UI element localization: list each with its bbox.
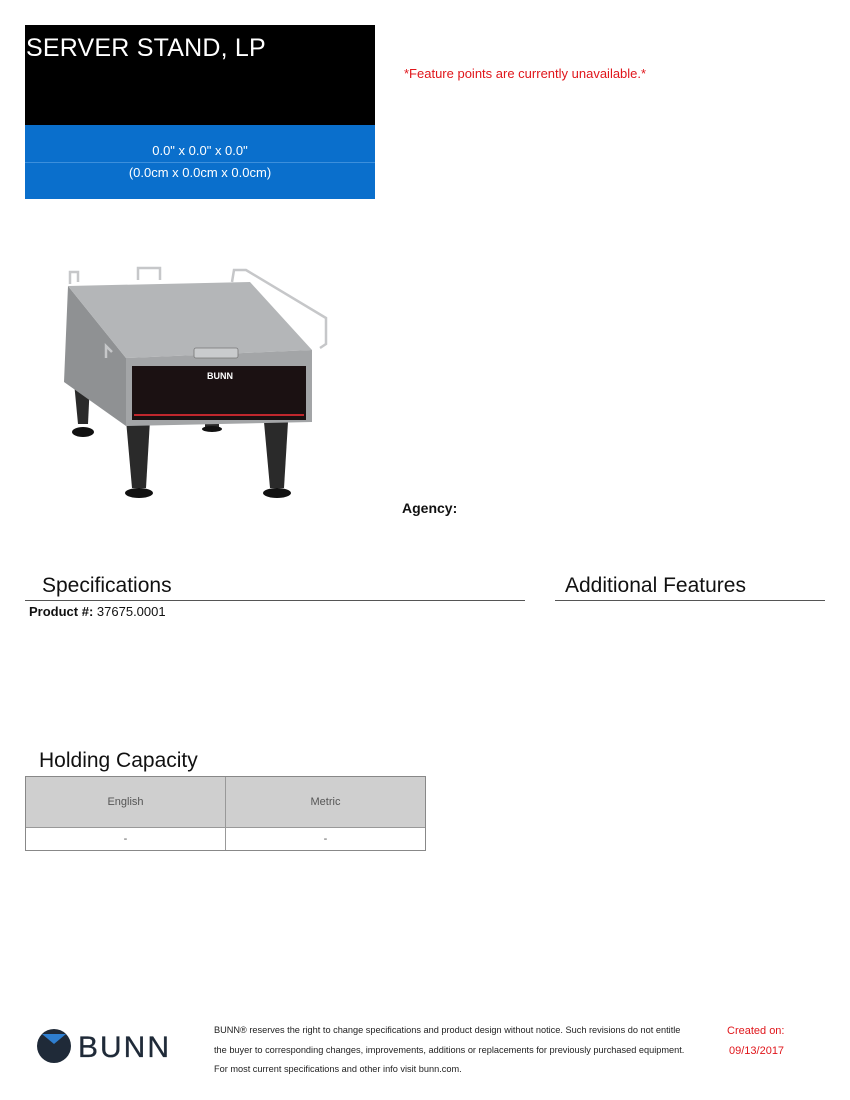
feature-note: *Feature points are currently unavailable.* xyxy=(404,66,647,81)
holding-capacity-table xyxy=(25,776,426,851)
table-header-metric: Metric xyxy=(226,777,425,827)
additional-features-heading: Additional Features xyxy=(565,574,746,597)
created-on-date: 09/13/2017 xyxy=(729,1045,785,1057)
panel-red-stripe xyxy=(134,414,304,416)
holding-capacity-heading: Holding Capacity xyxy=(39,749,198,772)
product-image xyxy=(40,262,340,504)
table-header-english: English xyxy=(26,777,225,827)
product-number-label: Product #: xyxy=(29,604,94,619)
disclaimer-line-3: For most current specifications and other info visit bunn.com. xyxy=(214,1064,462,1074)
front-plate xyxy=(194,348,238,358)
specifications-heading: Specifications xyxy=(42,574,172,597)
left-foot xyxy=(72,427,94,437)
disclaimer-line-1: BUNN® reserves the right to change specifications and product design without notice. Such revisions do not entitle xyxy=(214,1025,681,1035)
left-rail xyxy=(70,272,78,284)
disclaimer-line-2: the buyer to corresponding changes, improvements, additions or replacements for previously purchased equipment. xyxy=(214,1045,685,1055)
top-handle xyxy=(138,268,160,280)
agency-label: Agency: xyxy=(402,500,458,516)
product-number-value: 37675.0001 xyxy=(96,604,166,619)
front-left-foot xyxy=(125,488,153,498)
product-number-line xyxy=(29,604,166,619)
rear-foot xyxy=(202,426,222,432)
front-left-leg xyxy=(126,420,150,488)
specifications-divider xyxy=(25,600,525,601)
dimensions-metric: (0.0cm x 0.0cm x 0.0cm) xyxy=(128,165,272,180)
page-title: SERVER STAND, LP xyxy=(26,34,266,62)
logo-wordmark: BUNN xyxy=(78,1031,172,1064)
front-right-foot xyxy=(263,488,291,498)
dimensions-imperial: 0.0" x 0.0" x 0.0" xyxy=(152,143,248,158)
created-on-label: Created on: xyxy=(727,1025,785,1037)
table-cell-metric: - xyxy=(323,832,328,845)
additional-features-divider xyxy=(555,600,825,601)
bunn-logo xyxy=(36,1020,201,1066)
brand-plate-text: BUNN xyxy=(207,371,233,381)
dimensions-divider xyxy=(25,162,375,163)
table-cell-english: - xyxy=(123,832,128,845)
front-right-leg xyxy=(264,422,288,488)
